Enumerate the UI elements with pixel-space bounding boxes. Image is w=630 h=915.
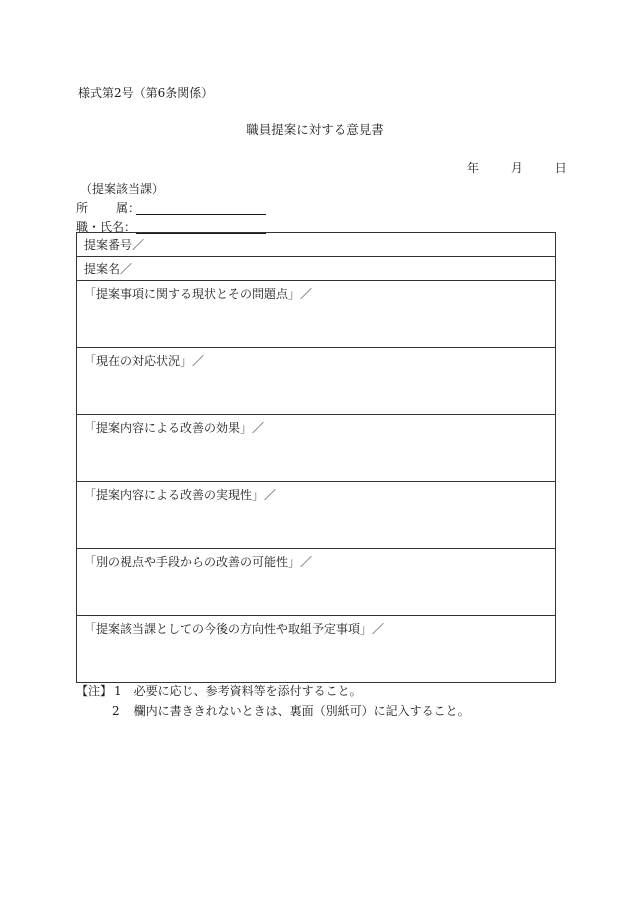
table-row[interactable] [77, 482, 555, 549]
date-year-label: 年 [467, 161, 480, 175]
row-label-current-response: 「現在の対応状況」／ [84, 354, 205, 368]
affiliation-blank-line[interactable] [136, 214, 266, 215]
table-row[interactable] [77, 233, 555, 257]
date-line [467, 162, 567, 174]
table-row[interactable] [77, 281, 555, 348]
note-1 [76, 685, 362, 697]
department-label: （提案該当課） [80, 182, 165, 196]
table-row[interactable] [77, 257, 555, 281]
row-label-future-direction: 「提案該当課としての今後の方向性や取組予定事項」／ [84, 622, 385, 636]
table-row[interactable] [77, 415, 555, 482]
date-month-label: 月 [510, 161, 523, 175]
document-title: 職員提案に対する意見書 [246, 122, 384, 137]
note-2-number: 2 [112, 704, 120, 718]
table-row[interactable] [77, 549, 555, 616]
name-label: 職・氏名： [76, 220, 137, 234]
table-row[interactable] [77, 348, 555, 415]
row-label-proposal-number: 提案番号／ [84, 238, 145, 252]
note-1-number: 1 [114, 684, 122, 698]
row-label-proposal-name: 提案名／ [84, 262, 133, 276]
note-2 [112, 705, 470, 717]
affiliation-field [76, 202, 140, 214]
row-label-feasibility: 「提案内容による改善の実現性」／ [84, 488, 277, 502]
table-row[interactable] [77, 616, 555, 683]
date-day-label: 日 [554, 161, 567, 175]
row-label-current-issues: 「提案事項に関する現状とその問題点」／ [84, 287, 313, 301]
note-1-text: 必要に応じ、参考資料等を添付すること。 [133, 684, 362, 698]
notes-heading: 【注】 [76, 684, 113, 698]
form-number: 様式第2号（第6条関係） [78, 86, 214, 100]
affiliation-label-part2: 属： [116, 201, 141, 215]
note-2-text: 欄内に書ききれないときは、裏面（別紙可）に記入すること。 [133, 704, 470, 718]
row-label-improvement-effect: 「提案内容による改善の効果」／ [84, 421, 265, 435]
row-label-alternative-possibility: 「別の視点や手段からの改善の可能性」／ [84, 555, 313, 569]
proposal-table [76, 232, 556, 683]
affiliation-label-part1: 所 [76, 201, 89, 215]
